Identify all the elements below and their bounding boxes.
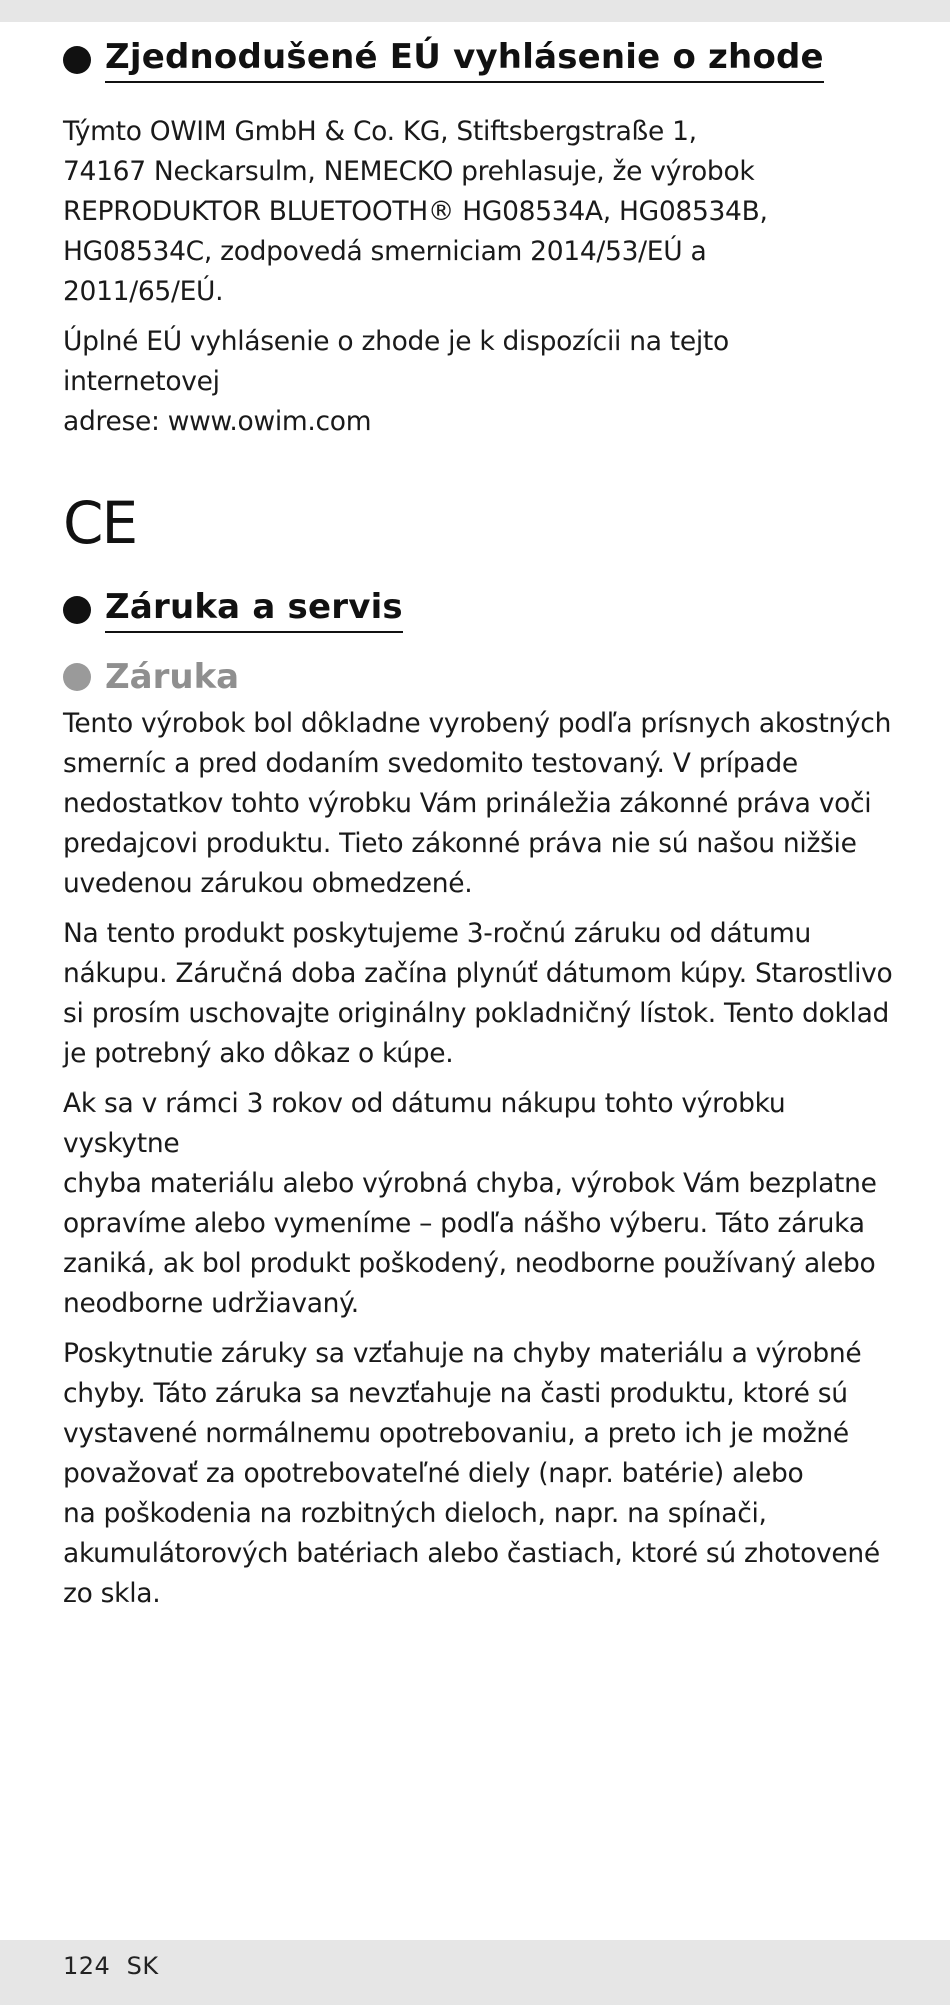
- bullet-icon: [63, 596, 91, 624]
- page-number: 124: [63, 1952, 111, 1980]
- bullet-icon: [63, 46, 91, 74]
- subheading-text: Záruka: [105, 657, 240, 697]
- text-line: smerníc a pred dodaním svedomito testovaný. V prípade: [63, 748, 798, 779]
- text-line: 2011/65/EÚ.: [63, 276, 224, 307]
- text-line: na poškodenia na rozbitných dieloch, napr. na spínači,: [63, 1498, 767, 1529]
- warranty-paragraph: [63, 914, 893, 1074]
- text-line: chyba materiálu alebo výrobná chyba, výrobok Vám bezplatne: [63, 1168, 877, 1199]
- text-line: Týmto OWIM GmbH & Co. KG, Stiftsbergstraße 1,: [63, 116, 697, 147]
- text-line: uvedenou zárukou obmedzené.: [63, 868, 473, 899]
- text-line: považovať za opotrebovateľné diely (napr. batérie) alebo: [63, 1458, 804, 1489]
- heading-warranty-and-service: [63, 584, 893, 636]
- text-line: nákupu. Záručná doba začína plynúť dátumom kúpy. Starostlivo: [63, 958, 893, 989]
- declaration-availability-paragraph: [63, 322, 893, 442]
- text-line: Úplné EÚ vyhlásenie o zhode je k dispozícii na tejto internetovej: [63, 326, 729, 397]
- warranty-paragraph: [63, 1334, 893, 1614]
- heading-text: Záruka a servis: [105, 587, 403, 633]
- text-line: REPRODUKTOR BLUETOOTH® HG08534A, HG08534B,: [63, 196, 768, 227]
- warranty-paragraph: [63, 1084, 893, 1324]
- text-line: adrese: www.owim.com: [63, 406, 372, 437]
- text-line: HG08534C, zodpovedá smerniciam 2014/53/EÚ a: [63, 236, 707, 267]
- page-content: [63, 34, 893, 1614]
- text-line: Tento výrobok bol dôkladne vyrobený podľa prísnych akostných: [63, 708, 892, 739]
- text-line: akumulátorových batériach alebo častiach, ktoré sú zhotovené: [63, 1538, 880, 1569]
- text-line: Poskytnutie záruky sa vzťahuje na chyby materiálu a výrobné: [63, 1338, 862, 1369]
- text-line: vystavené normálnemu opotrebovaniu, a preto ich je možné: [63, 1418, 849, 1449]
- heading-declaration-of-conformity: [63, 34, 893, 86]
- text-line: Ak sa v rámci 3 rokov od dátumu nákupu tohto výrobku vyskytne: [63, 1088, 786, 1159]
- text-line: predajcovi produktu. Tieto zákonné práva nie sú našou nižšie: [63, 828, 857, 859]
- warranty-paragraph: [63, 704, 893, 904]
- text-line: neodborne udržiavaný.: [63, 1288, 359, 1319]
- text-line: je potrebný ako dôkaz o kúpe.: [63, 1038, 454, 1069]
- footer-label: [63, 1952, 159, 1980]
- text-line: zaniká, ak bol produkt poškodený, neodborne používaný alebo: [63, 1248, 876, 1279]
- text-line: opravíme alebo vymeníme – podľa nášho výberu. Táto záruka: [63, 1208, 865, 1239]
- text-line: Na tento produkt poskytujeme 3-ročnú záruku od dátumu: [63, 918, 811, 949]
- text-line: zo skla.: [63, 1578, 161, 1609]
- text-line: chyby. Táto záruka sa nevzťahuje na časti produktu, ktoré sú: [63, 1378, 848, 1409]
- declaration-paragraph: [63, 112, 893, 312]
- text-line: si prosím uschovajte originálny pokladničný lístok. Tento doklad: [63, 998, 890, 1029]
- text-line: 74167 Neckarsulm, NEMECKO prehlasuje, že výrobok: [63, 156, 755, 187]
- top-strip: [0, 0, 950, 22]
- bullet-icon: [63, 663, 91, 691]
- text-line: nedostatkov tohto výrobku Vám prináležia zákonné práva voči: [63, 788, 872, 819]
- heading-text: Zjednodušené EÚ vyhlásenie o zhode: [105, 37, 824, 83]
- language-code: SK: [126, 1952, 159, 1980]
- subheading-warranty: [63, 654, 893, 700]
- ce-mark-logo: CE: [63, 489, 137, 557]
